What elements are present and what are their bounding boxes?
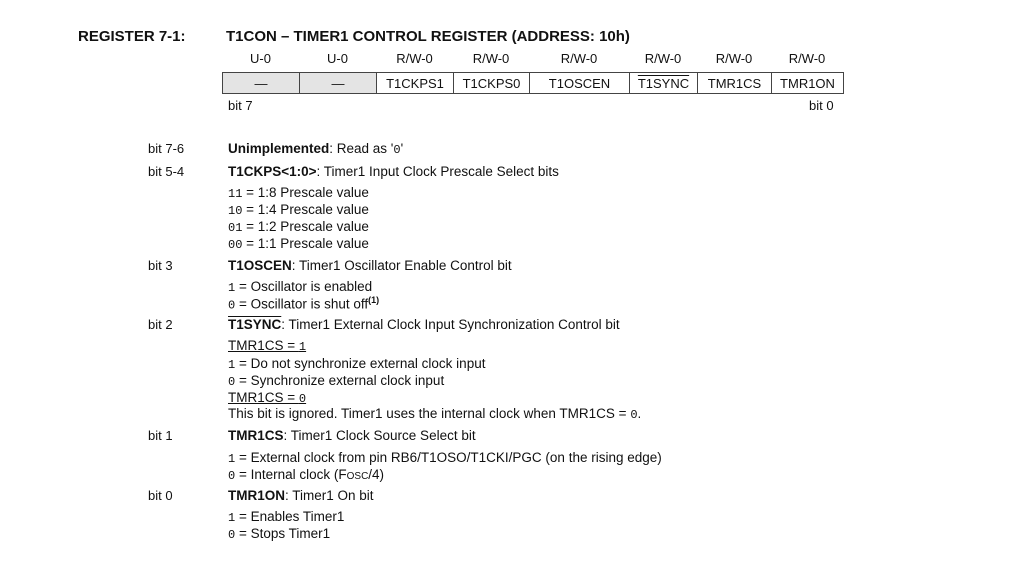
option-text: = Internal clock (F — [235, 467, 347, 482]
field-text-tail: ' — [400, 141, 404, 156]
field-name: TMR1ON — [228, 488, 285, 503]
bit-cell-7: — — [223, 73, 300, 94]
option-line — [228, 450, 662, 466]
option-text: = Enables Timer1 — [235, 509, 345, 524]
value-code: 1 — [228, 281, 236, 295]
register-label: REGISTER 7-1: — [78, 28, 186, 45]
bit-desc-t1sync — [228, 317, 620, 332]
option-text: = 1:8 Prescale value — [242, 185, 369, 200]
msb-label: bit 7 — [228, 98, 253, 113]
access-type: R/W-0 — [644, 51, 682, 66]
value-code: 0 — [228, 375, 236, 389]
field-name: T1SYNC — [228, 317, 282, 332]
bit-number: bit 2 — [148, 317, 173, 332]
field-name: T1CKPS<1:0> — [228, 164, 317, 179]
value-code: 0 — [228, 469, 236, 483]
bit-desc-tmr1on — [228, 488, 374, 503]
condition-text: TMR1CS = — [228, 390, 299, 405]
value-code: 00 — [228, 238, 243, 252]
value-code: 11 — [228, 187, 243, 201]
value-code: 0 — [228, 528, 236, 542]
option-line — [228, 373, 444, 389]
option-text: = 1:4 Prescale value — [242, 202, 369, 217]
note-end: . — [637, 406, 642, 421]
access-type: R/W-0 — [715, 51, 753, 66]
bit-cell-0: TMR1ON — [772, 73, 844, 94]
field-text: : Timer1 On bit — [285, 488, 374, 503]
option-text: = Synchronize external clock input — [235, 373, 445, 388]
bit-cell-2 — [630, 73, 698, 94]
option-line — [228, 202, 369, 218]
access-type: R/W-0 — [788, 51, 826, 66]
field-text: : Timer1 External Clock Input Synchronization Control bit — [281, 317, 620, 332]
access-type: U-0 — [327, 51, 348, 66]
value-code: 0 — [630, 408, 638, 422]
register-bit-row — [223, 73, 844, 94]
condition-line — [228, 390, 306, 406]
option-text: = Do not synchronize external clock input — [235, 356, 486, 371]
bit-cell-1: TMR1CS — [698, 73, 772, 94]
option-line — [228, 295, 379, 313]
field-name: TMR1CS — [228, 428, 284, 443]
value-code: 1 — [298, 340, 307, 354]
value-code: 0 — [393, 143, 401, 157]
register-title: T1CON – TIMER1 CONTROL REGISTER (ADDRESS: 10h) — [226, 28, 630, 45]
bit-cell-6: — — [300, 73, 377, 94]
option-line — [228, 509, 344, 525]
bit-desc-unimplemented — [228, 141, 403, 157]
field-text: : Timer1 Input Clock Prescale Select bits — [316, 164, 559, 179]
bit-number: bit 7-6 — [148, 141, 185, 156]
value-code: 10 — [228, 204, 243, 218]
note-line — [228, 406, 641, 422]
option-text: = 1:1 Prescale value — [242, 236, 369, 251]
option-line — [228, 467, 384, 483]
condition-text: TMR1CS = — [228, 338, 299, 353]
access-type: R/W-0 — [396, 51, 433, 66]
option-line — [228, 219, 369, 235]
option-text: = Stops Timer1 — [235, 526, 331, 541]
field-text: : Timer1 Clock Source Select bit — [283, 428, 476, 443]
register-bit-table — [222, 72, 844, 94]
field-text: : Timer1 Oscillator Enable Control bit — [291, 258, 512, 273]
value-code: 1 — [228, 511, 236, 525]
option-line — [228, 236, 369, 252]
value-code: 0 — [228, 298, 236, 313]
option-text-tail: /4) — [368, 467, 385, 482]
bit-number: bit 0 — [148, 488, 173, 503]
field-text: : Read as ' — [329, 141, 394, 156]
bit-cell-5: T1CKPS1 — [377, 73, 454, 94]
footnote-ref: (1) — [368, 295, 380, 305]
bit-number: bit 1 — [148, 428, 173, 443]
option-text: = Oscillator is shut off — [235, 296, 369, 312]
option-line — [228, 279, 372, 295]
option-line — [228, 526, 330, 542]
bit-desc-tmr1cs — [228, 428, 476, 443]
value-code: 1 — [228, 452, 236, 466]
lsb-label: bit 0 — [809, 98, 834, 113]
option-text: = External clock from pin RB6/T1OSO/T1CKI/PGC (on the rising edge) — [235, 450, 662, 465]
bit-desc-t1ckps — [228, 164, 559, 179]
access-type: R/W-0 — [472, 51, 510, 66]
value-code: 1 — [228, 358, 236, 372]
option-line — [228, 185, 369, 201]
bit-cell-3: T1OSCEN — [530, 73, 630, 94]
bit-number: bit 3 — [148, 258, 173, 273]
field-name: T1OSCEN — [228, 258, 292, 273]
option-line — [228, 356, 485, 372]
note-text: This bit is ignored. Timer1 uses the internal clock when TMR1CS = — [228, 406, 631, 421]
bit-cell-4: T1CKPS0 — [454, 73, 530, 94]
bit-number: bit 5-4 — [148, 164, 185, 179]
option-text: = 1:2 Prescale value — [242, 219, 369, 234]
option-text: = Oscillator is enabled — [235, 279, 373, 294]
bit-desc-t1oscen — [228, 258, 512, 273]
value-code: 01 — [228, 221, 243, 235]
access-type: U-0 — [250, 51, 271, 66]
value-code: 0 — [298, 392, 307, 406]
condition-line — [228, 338, 306, 354]
bit-cell-2-label: T1SYNC — [637, 75, 690, 91]
access-type: R/W-0 — [560, 51, 598, 66]
field-name: Unimplemented — [228, 141, 330, 156]
option-subscript: OSC — [346, 471, 369, 482]
